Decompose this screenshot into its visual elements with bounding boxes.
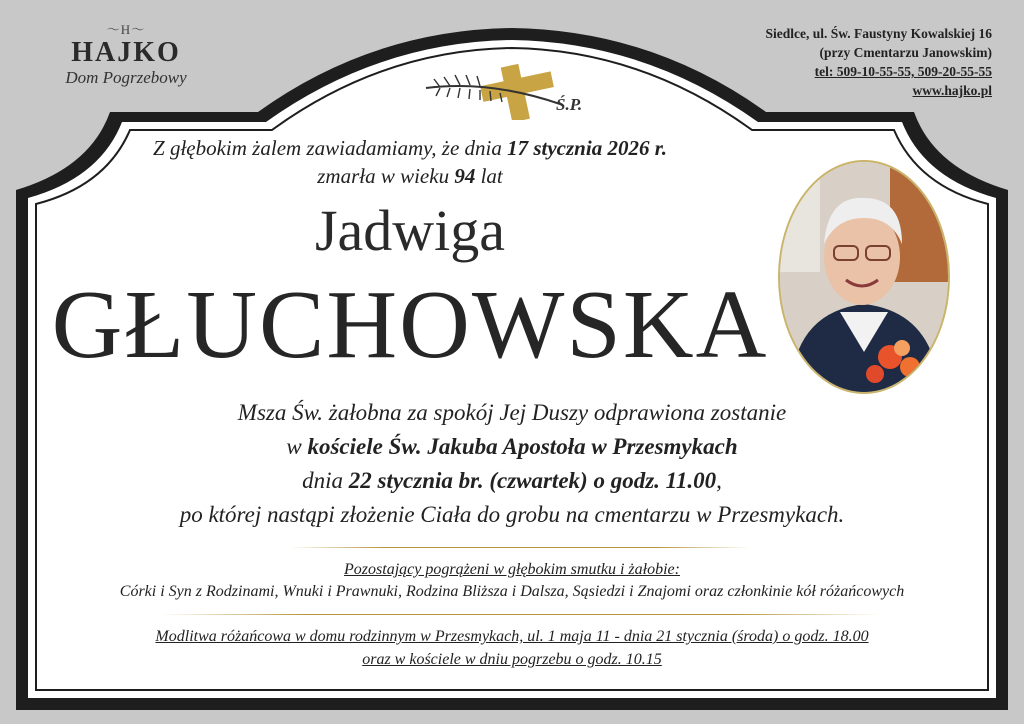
funeral-home-logo [36, 22, 216, 88]
mass-details [60, 396, 964, 532]
contact-info [765, 24, 992, 100]
mass-place: kościele Św. Jakuba Apostoła w Przesmykach [307, 434, 738, 459]
mourners-heading: Pozostający pogrążeni w głębokim smutku i żałobie: [344, 561, 680, 578]
sp-initials: Ś.P. [556, 95, 583, 114]
logo-brand: HAJKO [71, 37, 181, 68]
mass-date: 22 stycznia br. (czwartek) o godz. 11.00 [348, 468, 717, 493]
age-prefix: zmarła w wieku [317, 164, 455, 188]
last-name: GŁUCHOWSKA [51, 271, 769, 379]
age-value: 94 [454, 164, 476, 188]
contact-website: www.hajko.pl [912, 83, 992, 98]
prayer-line-1: Modlitwa różańcowa w domu rodzinnym w Przesmykach, ul. 1 maja 11 - dnia 21 stycznia (środa) o godz. 18.00 [155, 628, 869, 645]
mass-place-prefix: w [286, 434, 308, 459]
mass-date-prefix: dnia [302, 468, 349, 493]
portrait-photo [778, 160, 950, 394]
contact-phone: tel: 509-10-55-55, 509-20-55-55 [814, 64, 992, 79]
mass-line-4: po której nastąpi złożenie Ciała do grobu na cmentarzu w Przesmykach. [179, 502, 845, 527]
contact-address: Siedlce, ul. Św. Faustyny Kowalskiej 16 [765, 26, 992, 41]
divider-2 [160, 614, 880, 615]
announcement-text: Z głębokim żalem zawiadamiamy, że dnia [153, 136, 508, 160]
announcement-line-1 [60, 134, 760, 162]
mass-line-2 [60, 430, 964, 464]
logo-ornament: ～H～ [106, 22, 146, 37]
contact-location-note: (przy Cmentarzu Janowskim) [819, 45, 992, 60]
divider-1 [290, 547, 750, 548]
logo-subtitle: Dom Pogrzebowy [65, 68, 187, 87]
mass-date-suffix: , [716, 468, 722, 493]
announcement-line-2 [60, 163, 760, 189]
portrait-image [780, 162, 948, 392]
age-suffix: lat [475, 164, 503, 188]
mourners-list: Córki i Syn z Rodzinami, Wnuki i Prawnuki, Rodzina Bliższa i Dalsza, Sąsiedzi i Znajomi oraz członkinie kół różańcowych [119, 583, 905, 600]
prayer-line-2: oraz w kościele w dniu pogrzebu o godz. 10.15 [362, 651, 662, 668]
death-date: 17 stycznia 2026 r. [507, 136, 667, 160]
mass-line-1: Msza Św. żałobna za spokój Jej Duszy odprawiona zostanie [237, 400, 787, 425]
first-name: Jadwiga [314, 198, 506, 263]
mass-line-3 [60, 464, 964, 498]
